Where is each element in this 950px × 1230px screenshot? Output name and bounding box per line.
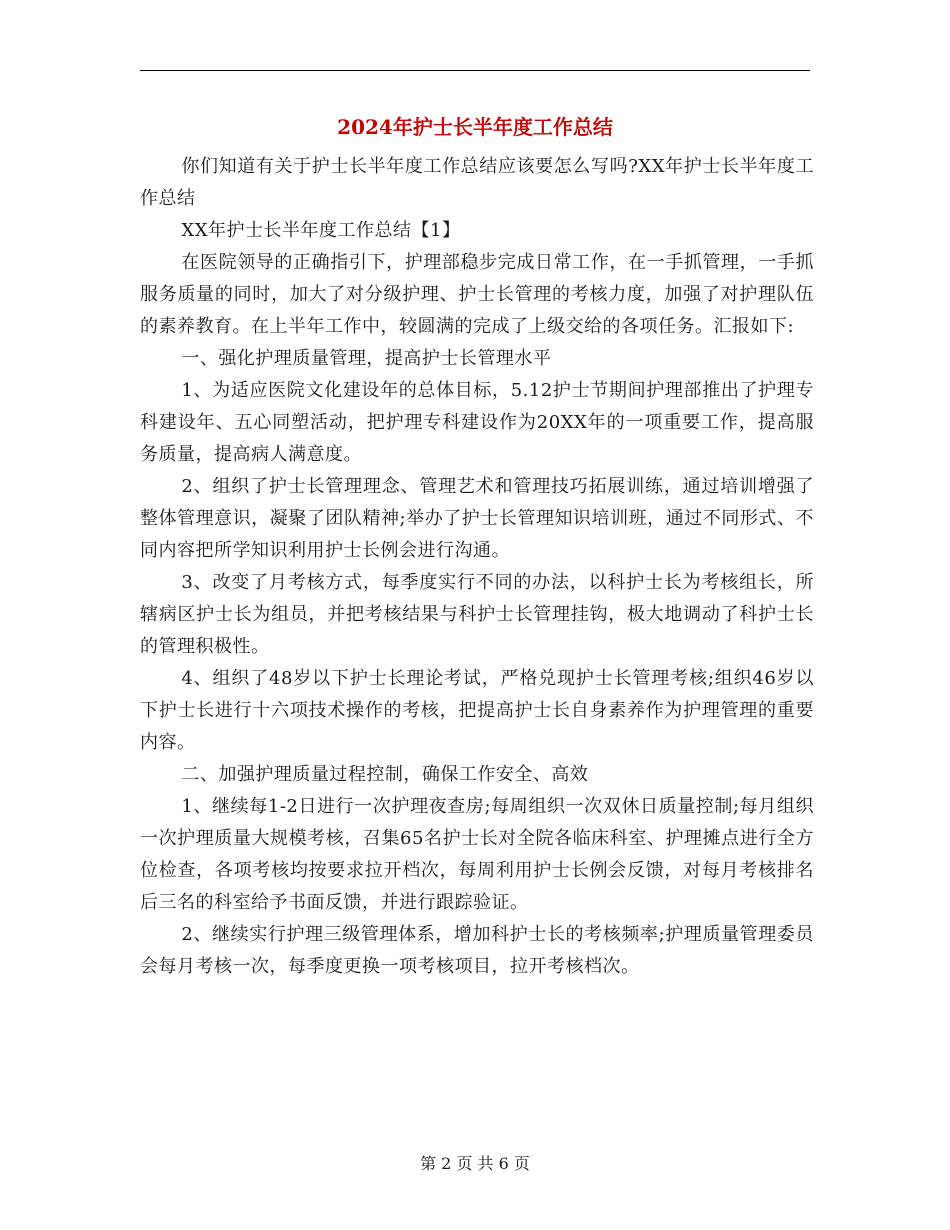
page-number-footer: 第 2 页 共 6 页 bbox=[420, 1154, 530, 1173]
list-item-paragraph: 4、组织了48岁以下护士长理论考试，严格兑现护士长管理考核;组织46岁以下护士长进行十六项技术操作的考核，把提高护士长自身素养作为护理管理的重要内容。 bbox=[140, 668, 814, 753]
intro-paragraph: 你们知道有关于护士长半年度工作总结应该要怎么写吗?XX年护士长半年度工作总结 bbox=[140, 156, 814, 209]
list-item-paragraph: 1、为适应医院文化建设年的总体目标，5.12护士节期间护理部推出了护理专科建设年、五心同塑活动，把护理专科建设作为20XX年的一项重要工作，提高服务质量，提高病人满意度。 bbox=[140, 380, 814, 465]
list-item-paragraph: 1、继续每1-2日进行一次护理夜查房;每周组织一次双休日质量控制;每月组织一次护理质量大规模考核，召集65名护士长对全院各临床科室、护理摊点进行全方位检查，各项考核均按要求拉开档次，每周利用护士长例会反馈，对每月考核排名后三名的科室给予书面反馈，并进行跟踪验证。 bbox=[140, 796, 814, 913]
section-heading: XX年护士长半年度工作总结【1】 bbox=[181, 220, 461, 241]
subsection-heading: 一、强化护理质量管理，提高护士长管理水平 bbox=[181, 348, 552, 369]
list-item-paragraph: 3、改变了月考核方式，每季度实行不同的办法，以科护士长为考核组长，所辖病区护士长为组员，并把考核结果与科护士长管理挂钩，极大地调动了科护士长的管理积极性。 bbox=[140, 572, 814, 657]
list-item-paragraph: 2、组织了护士长管理理念、管理艺术和管理技巧拓展训练，通过培训增强了整体管理意识，凝聚了团队精神;举办了护士长管理知识培训班，通过不同形式、不同内容把所学知识利用护士长例会进行沟通。 bbox=[140, 476, 814, 561]
list-item-paragraph: 2、继续实行护理三级管理体系，增加科护士长的考核频率;护理质量管理委员会每月考核一次，每季度更换一项考核项目，拉开考核档次。 bbox=[140, 924, 814, 977]
document-body bbox=[140, 151, 814, 983]
document-title: 2024年护士长半年度工作总结 bbox=[337, 115, 613, 139]
body-paragraph: 在医院领导的正确指引下，护理部稳步完成日常工作，在一手抓管理，一手抓服务质量的同时，加大了对分级护理、护士长管理的考核力度，加强了对护理队伍的素养教育。在上半年工作中，较圆满的完成了上级交给的各项任务。汇报如下: bbox=[140, 252, 814, 337]
header-rule bbox=[140, 70, 810, 71]
subsection-heading: 二、加强护理质量过程控制，确保工作安全、高效 bbox=[181, 764, 589, 785]
